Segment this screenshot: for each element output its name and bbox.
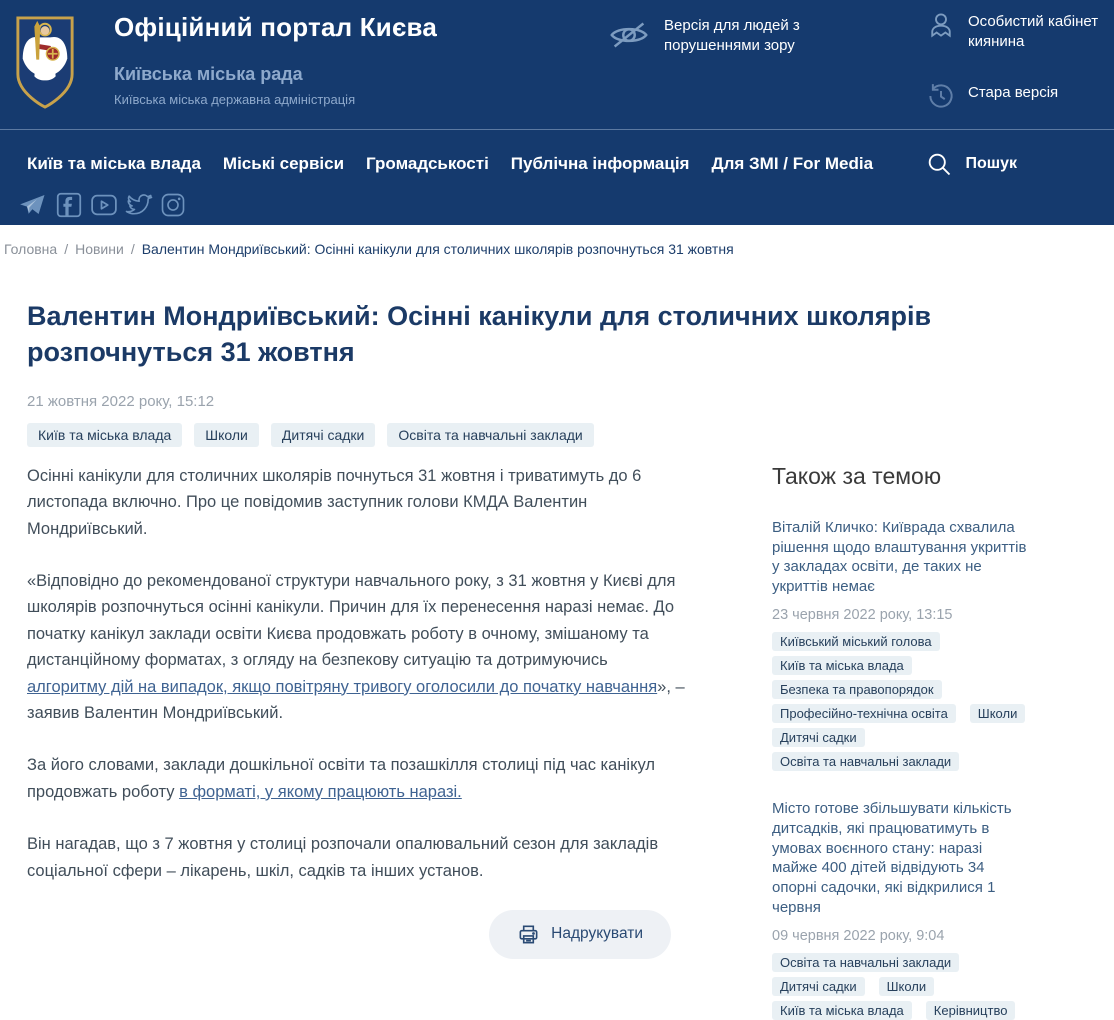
sidebar-items (772, 518, 1030, 1020)
kyiv-coat-of-arms-logo[interactable] (14, 15, 76, 110)
tag-pill[interactable]: Освіта та навчальні заклади (387, 423, 593, 447)
related-news-tags (772, 632, 1030, 771)
related-news-title[interactable]: Віталій Кличко: Київрада схвалила рішення щодо влаштування укриттів у закладах освіти, де таких не укриттів немає (772, 518, 1027, 596)
related-news-date: 09 червня 2022 року, 9:04 (772, 927, 945, 944)
article-date: 21 жовтня 2022 року, 15:12 (27, 392, 215, 410)
article-paragraph: За його словами, заклади дошкільної освіти та позашкілля столиці під час канікул продовжать роботу в форматі, у якому працюють наразі. (27, 756, 656, 801)
tag-pill[interactable]: Безпека та правопорядок (772, 680, 942, 699)
tag-pill[interactable]: Освіта та навчальні заклади (772, 752, 959, 771)
article-body (27, 463, 689, 1020)
printer-icon (517, 923, 540, 946)
article-tags (27, 423, 1114, 447)
eye-off-icon (606, 12, 652, 58)
main-nav (0, 130, 1114, 225)
tag-pill[interactable]: Київський міський голова (772, 632, 940, 651)
nav-item-for-media[interactable]: Для ЗМІ / For Media (711, 154, 874, 173)
related-news-tags (772, 953, 1030, 1020)
article-paragraph: Він нагадав, що з 7 жовтня у столиці розпочали опалювальний сезон для закладів соціальної сфери – лікарень, шкіл, садків та інших установ. (27, 835, 659, 880)
facebook-icon (54, 190, 84, 220)
youtube-icon (89, 190, 119, 220)
print-button-label: Надрукувати (551, 925, 643, 943)
article-paragraphs (27, 463, 689, 884)
tag-pill[interactable]: Школи (879, 977, 935, 996)
related-sidebar (772, 463, 1030, 1020)
tag-pill[interactable]: Школи (970, 704, 1026, 723)
tag-pill[interactable]: Київ та міська влада (772, 656, 912, 675)
tag-pill[interactable]: Київ та міська влада (772, 1001, 912, 1020)
history-icon (926, 81, 956, 111)
tag-pill[interactable]: Школи (194, 423, 259, 447)
print-button[interactable] (489, 910, 671, 959)
tag-pill[interactable]: Дитячі садки (772, 728, 865, 747)
accessibility-version-label: Версія для людей з порушеннями зору (664, 17, 800, 54)
page-title: Валентин Мондриївський: Осінні канікули для столичних школярів розпочнуться 31 жовтня (27, 301, 932, 367)
site-subtitle-2: Київська міська державна адміністрація (114, 92, 356, 107)
tag-pill[interactable]: Дитячі садки (271, 423, 376, 447)
accessibility-version-button[interactable] (606, 12, 811, 58)
tag-pill[interactable]: Керівництво (926, 1001, 1016, 1020)
header-right-column (926, 10, 1104, 111)
breadcrumb-current: Валентин Мондриївський: Осінні канікули для столичних школярів розпочнуться 31 жовтня (141, 241, 734, 257)
personal-cabinet-button[interactable] (926, 10, 1104, 51)
breadcrumb-separator: / (130, 241, 135, 257)
personal-cabinet-label: Особистий кабінет киянина (968, 13, 1099, 50)
nav-item-city-government[interactable]: Київ та міська влада (27, 154, 201, 173)
breadcrumb (4, 241, 1114, 257)
main-nav-items (27, 150, 1114, 178)
breadcrumb-news[interactable]: Новини (75, 241, 124, 257)
nav-item-public[interactable]: Громадськості (366, 154, 489, 173)
old-version-label: Стара версія (968, 84, 1059, 101)
youtube-link[interactable] (89, 190, 119, 220)
telegram-link[interactable] (15, 190, 49, 220)
related-news-title[interactable]: Місто готове збільшувати кількість дитсадків, які працюватимуть в умовах воєнного стану: наразі майже 400 дітей відвідують 34 опорні садочки, які відкрилися 1 червня (772, 800, 1012, 916)
header-actions (606, 0, 1114, 111)
coat-of-arms-icon (14, 15, 76, 110)
site-subtitle: Київська міська рада (114, 64, 303, 84)
related-news-date: 23 червня 2022 року, 13:15 (772, 607, 953, 623)
nav-item-public-information[interactable]: Публічна інформація (510, 154, 690, 173)
social-links (15, 190, 1114, 220)
breadcrumb-home[interactable]: Головна (4, 241, 58, 257)
article-paragraph: «Відповідно до рекомендованої структури навчального року, з 31 жовтня у Києві для школярів розпочнуться осінні канікули. Причин для їх перенесення наразі немає. До початку канікул заклади освіти Києва продовжать роботу в очному, змішаному та дистанційному форматах, з огляду на безпекову ситуацію та дотримуючись алгоритму дій на випадок, якщо повітряну тривогу оголосили до початку навчання», – заявив Валентин Мондриївський. (27, 571, 685, 722)
twitter-link[interactable] (124, 190, 154, 220)
user-icon (926, 10, 956, 40)
related-news-item (772, 799, 1030, 1020)
facebook-link[interactable] (54, 190, 84, 220)
article-paragraph: Осінні канікули для столичних школярів почнуться 31 жовтня і триватимуть до 6 листопада включно. Про це повідомив заступник голови КМДА Валентин Мондриївський. (27, 466, 642, 538)
search-icon (925, 150, 953, 178)
search-button[interactable] (925, 150, 1017, 178)
tag-pill[interactable]: Освіта та навчальні заклади (772, 953, 959, 972)
instagram-icon (159, 191, 187, 219)
search-label: Пошук (965, 155, 1017, 172)
twitter-icon (124, 190, 154, 220)
tag-pill[interactable]: Професійно-технічна освіта (772, 704, 956, 723)
tag-pill[interactable]: Київ та міська влада (27, 423, 182, 447)
telegram-icon (15, 190, 49, 220)
tag-pill[interactable]: Дитячі садки (772, 977, 865, 996)
sidebar-title: Також за темою (772, 462, 942, 489)
inline-text-link[interactable]: алгоритму дій на випадок, якщо повітряну тривогу оголосили до початку навчання (27, 677, 658, 696)
nav-item-city-services[interactable]: Міські сервіси (222, 154, 345, 173)
related-news-item (772, 518, 1030, 771)
instagram-link[interactable] (159, 191, 187, 219)
main-content (0, 463, 1114, 1020)
site-title[interactable]: Офіційний портал Києва (114, 12, 438, 42)
site-title-block (114, 12, 437, 107)
breadcrumb-separator: / (64, 241, 69, 257)
old-version-button[interactable] (926, 81, 1104, 111)
inline-text-link[interactable]: в форматі, у якому працюють наразі. (179, 782, 462, 801)
site-header (0, 0, 1114, 130)
